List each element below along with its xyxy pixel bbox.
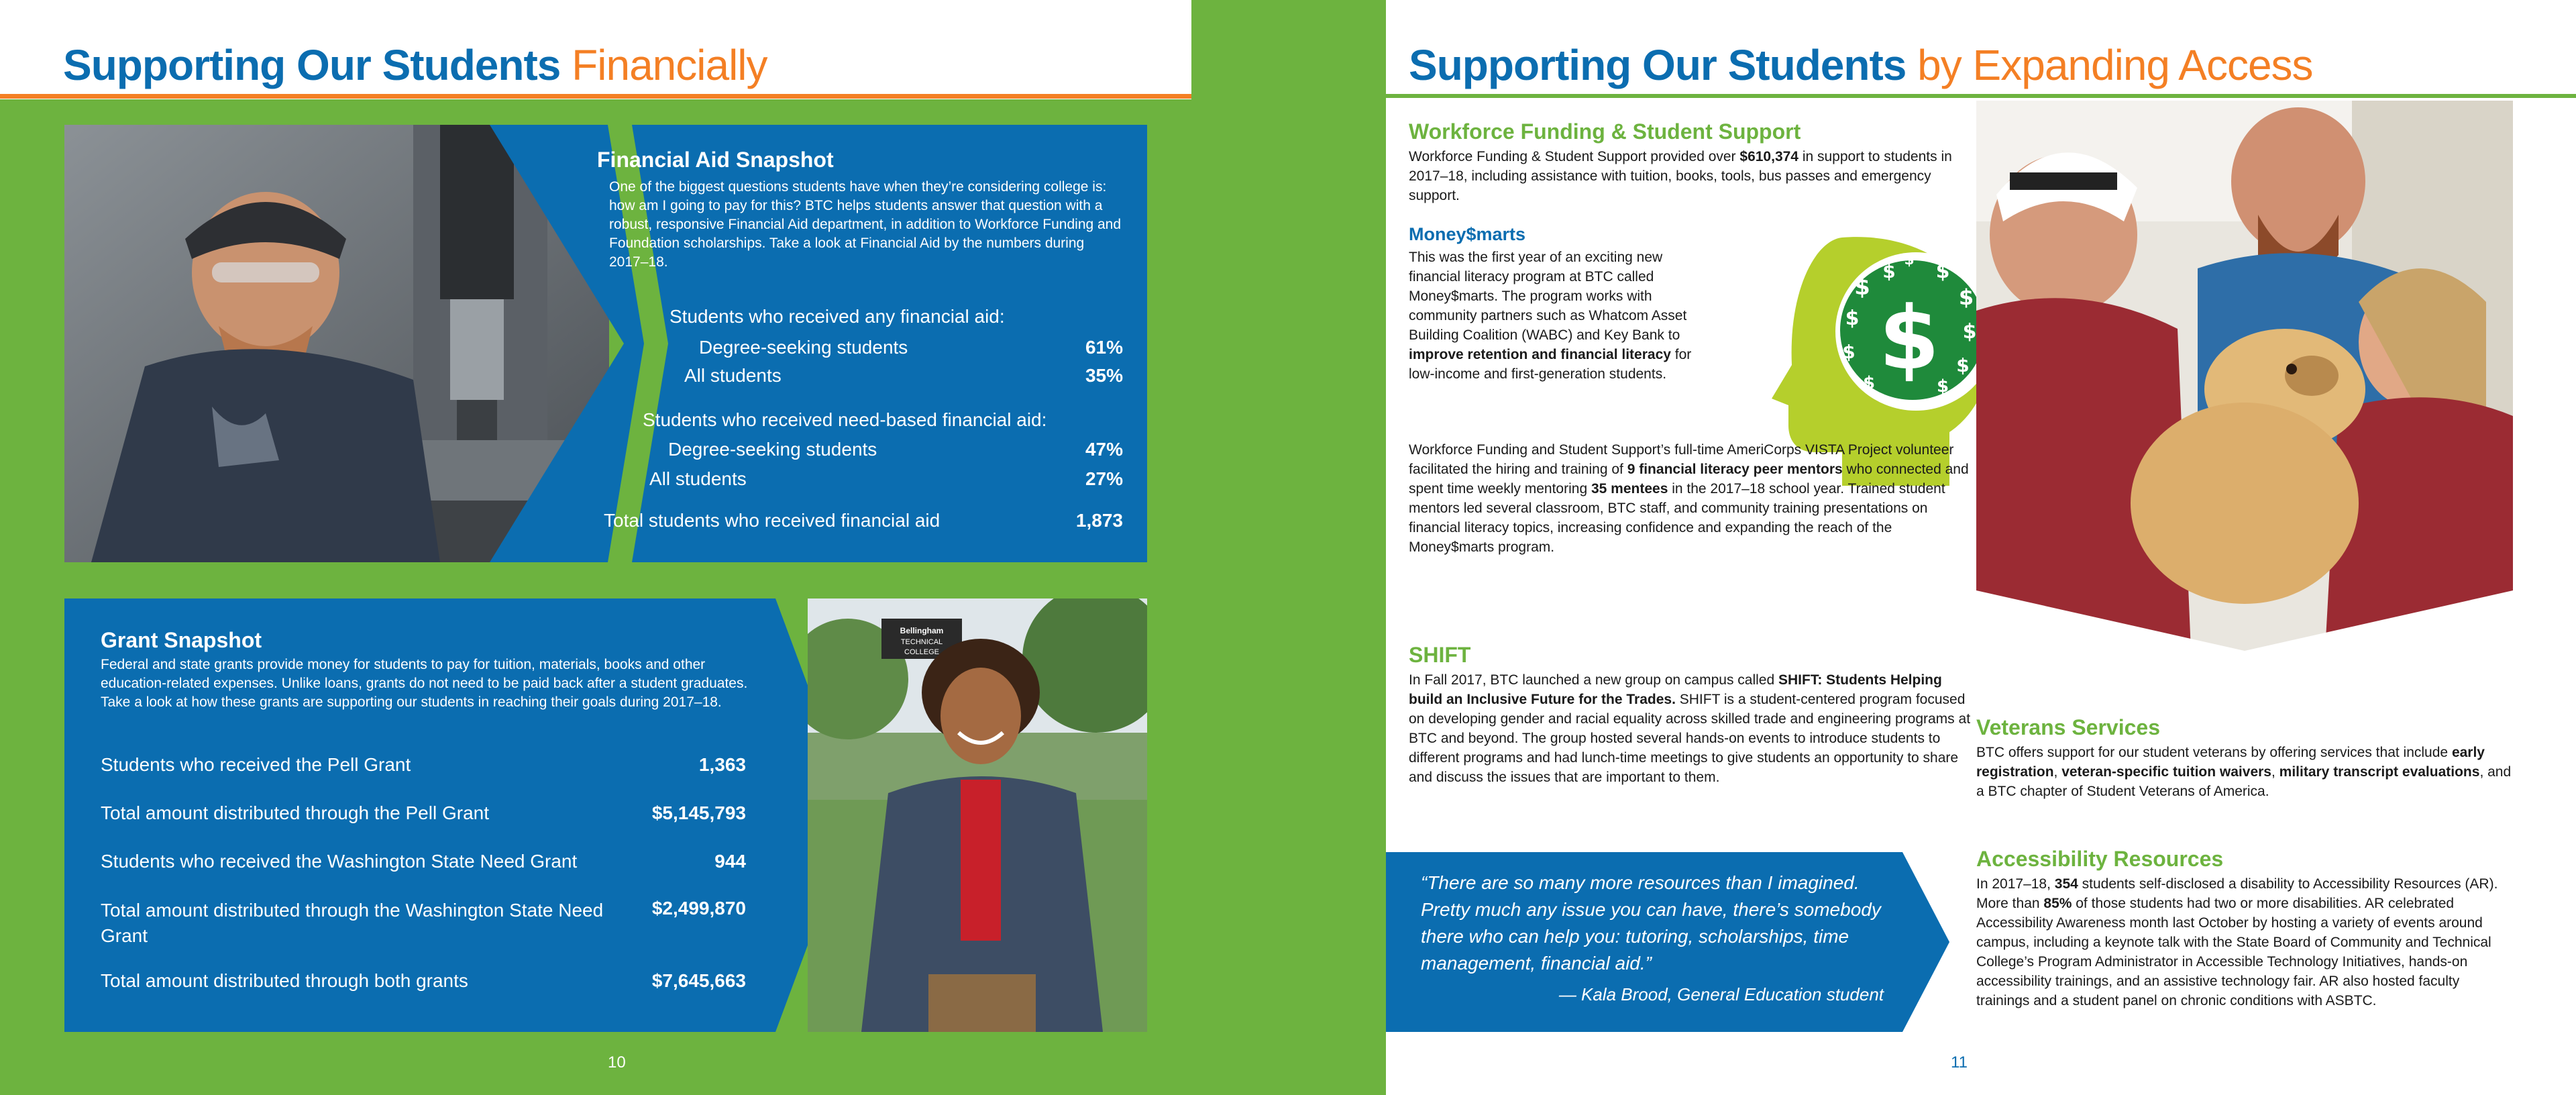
moneysmarts-section xyxy=(1409,224,1704,384)
need-degree-label: Degree-seeking students xyxy=(668,439,877,460)
any-degree-label: Degree-seeking students xyxy=(699,337,908,358)
moneysmarts-paragraph-1: This was the first year of an exciting new financial literacy program at BTC called Money$marts. The program works with community partners such as Whatcom Asset Building Coalition (WABC) and Key Bank to improve retention and financial literacy for low-income and first-generation students. xyxy=(1409,250,1692,382)
svg-text:$: $ xyxy=(1936,376,1949,397)
svg-text:$: $ xyxy=(1958,284,1974,310)
svg-text:Bellingham: Bellingham xyxy=(900,626,944,635)
grant-snapshot xyxy=(101,628,771,712)
svg-text:$: $ xyxy=(1962,320,1977,344)
page-number-right: 11 xyxy=(1951,1053,1968,1072)
shift-text: In Fall 2017, BTC launched a new group on campus called SHIFT: Students Helping build an Inclusive Future for the Trades. SHIFT is a student-centered program focused on developing gender and racial equality across skilled trade and engineering programs at BTC and beyond. The group hosted several hands-on events to introduce students to different programs and had lunch-time meetings to give students an opportunity to share and discuss the issues that are important to them. xyxy=(1409,672,1971,785)
student-quote: “There are so many more resources than I imagined. Pretty much any issue you can have, there’s somebody there who can help you: tutoring, scholarships, time management, financial aid.” xyxy=(1421,872,1881,974)
quote-attribution: — Kala Brood, General Education student xyxy=(1558,984,1884,1004)
grant-heading: Grant Snapshot xyxy=(101,628,262,652)
financial-aid-intro: One of the biggest questions students have when they’re considering college is: how am I going to pay for this? BTC helps students answer that question with a robust, responsive Financial Aid department, in addition to Workforce Funding and Foundation scholarships. Take a look at Financial Aid by the numbers during 2017–18. xyxy=(609,179,1122,270)
any-degree-value: 61% xyxy=(1085,337,1123,358)
workforce-text: Workforce Funding & Student Support provided over $610,374 in support to students in 2017–18, including assistance with tuition, books, tools, bus passes and emergency support. xyxy=(1409,149,1952,203)
title-rule xyxy=(1386,94,2576,98)
financial-aid-snapshot xyxy=(597,148,1134,272)
need-aid-label: Students who received need-based financial aid: xyxy=(643,409,1047,430)
svg-text:TECHNICAL: TECHNICAL xyxy=(900,638,943,646)
svg-text:$: $ xyxy=(1854,274,1870,301)
veterinary-photo xyxy=(1976,101,2513,651)
total-aid-label: Total students who received financial aid xyxy=(604,510,941,531)
svg-text:$: $ xyxy=(1956,354,1970,376)
svg-text:$: $ xyxy=(1862,373,1876,393)
grant-row-label: Total amount distributed through both grants xyxy=(101,970,468,991)
workforce-section xyxy=(1409,119,1972,205)
moneysmarts-paragraph-2: Workforce Funding and Student Support’s full-time AmeriCorps VISTA Project volunteer facilitated the hiring and training of 9 financial literacy peer mentors who connected and spent time weekly mentoring 35 mentees in the 2017–18 school year. Trained student mentors led several classroom, BTC staff, and community training presentations on financial literacy topics, increasing confidence and expanding the reach of the Money$marts program. xyxy=(1409,442,1969,555)
center-gutter xyxy=(1191,0,1386,1095)
grant-row-value: $2,499,870 xyxy=(651,898,746,919)
accessibility-section xyxy=(1976,847,2513,1010)
accessibility-heading: Accessibility Resources xyxy=(1976,847,2224,871)
svg-text:$: $ xyxy=(1845,307,1860,330)
svg-text:$: $ xyxy=(1935,260,1950,283)
any-all-label: All students xyxy=(684,365,782,386)
left-page xyxy=(0,0,1191,1095)
need-degree-value: 47% xyxy=(1085,439,1123,460)
grant-row-value: 1,363 xyxy=(698,754,746,775)
any-all-value: 35% xyxy=(1085,365,1123,386)
svg-text:COLLEGE: COLLEGE xyxy=(904,648,939,656)
svg-text:$: $ xyxy=(1904,252,1915,268)
grant-row-label: Students who received the Pell Grant xyxy=(101,754,411,775)
grant-row-value: $7,645,663 xyxy=(651,970,746,991)
grant-row-value: $5,145,793 xyxy=(651,802,746,823)
veterans-text: BTC offers support for our student veterans by offering services that include early registration, veteran-specific tuition waivers, military transcript evaluations, and a BTC chapter of Student Veterans of America. xyxy=(1976,745,2512,799)
veterans-heading: Veterans Services xyxy=(1976,715,2160,739)
svg-text:$: $ xyxy=(1842,341,1856,363)
grant-row-label: Students who received the Washington State Need Grant xyxy=(101,851,578,872)
svg-text:$: $ xyxy=(1882,260,1896,282)
need-all-label: All students xyxy=(649,468,747,489)
page-number-left: 10 xyxy=(608,1053,626,1072)
right-page-title: Supporting Our Students by Expanding Access xyxy=(1409,41,2313,89)
student-photo xyxy=(808,598,1147,1032)
total-aid-value: 1,873 xyxy=(1075,510,1123,531)
grant-row-value: 944 xyxy=(714,851,746,872)
shift-heading: SHIFT xyxy=(1409,643,1471,667)
accessibility-text: In 2017–18, 354 students self-disclosed a disability to Accessibility Resources (AR). More than 85% of those students had two or more disabilities. AR celebrated Accessibility Awareness month last October by hosting a variety of events around campus, including a keynote talk with the State Board of Community and Technical College’s Program Administrator in Accessible Technology Initiatives, hands-on accessibility trainings, and an assistive technology fair. AR also hosted faculty trainings and a student panel on chronic conditions with ASBTC. xyxy=(1976,876,2498,1008)
grant-intro: Federal and state grants provide money for students to pay for tuition, materials, books and other education-related expenses. Unlike loans, grants do not need to be paid back after a student graduates. Take a look at how these grants are supporting our students in reaching their goals during 2017–18. xyxy=(101,657,748,710)
left-page-title: Supporting Our Students Financially xyxy=(63,41,767,89)
workforce-heading: Workforce Funding & Student Support xyxy=(1409,119,1801,144)
right-page xyxy=(1386,0,2576,1095)
moneysmarts-heading: Money$marts xyxy=(1409,224,1526,244)
veterans-section xyxy=(1976,715,2513,801)
svg-text:$: $ xyxy=(1878,287,1940,389)
financial-aid-heading: Financial Aid Snapshot xyxy=(597,148,834,172)
grant-row-label: Total amount distributed through the Washington State Need Grant xyxy=(101,900,604,946)
shift-section xyxy=(1409,643,1979,787)
title-rule xyxy=(0,94,1191,99)
need-all-value: 27% xyxy=(1085,468,1123,489)
grant-row-label: Total amount distributed through the Pell Grant xyxy=(101,802,490,823)
any-aid-label: Students who received any financial aid: xyxy=(669,306,1005,327)
